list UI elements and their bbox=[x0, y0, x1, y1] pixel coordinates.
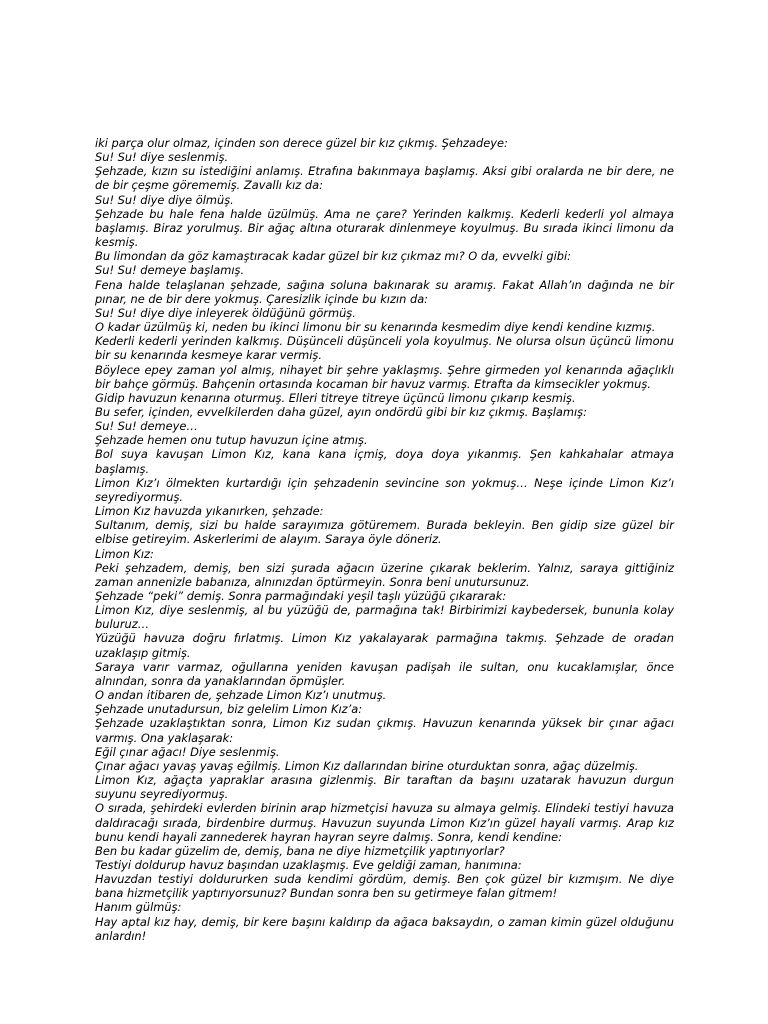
paragraph: Hanım gülmüş: bbox=[95, 900, 182, 915]
story-text-block bbox=[95, 136, 674, 943]
paragraph: Limon Kız havuzda yıkanırken, şehzade: bbox=[95, 504, 324, 519]
paragraph: Çınar ağacı yavaş yavaş eğilmiş. Limon Kız dallarından birine oturduktan sonra, ağaç düzelmiş. bbox=[95, 758, 639, 773]
paragraph: Limon Kız: bbox=[95, 546, 154, 561]
paragraph: iki parça olur olmaz, içinden son derece güzel bir kız çıkmış. Şehzadeye: bbox=[95, 136, 508, 150]
paragraph: Şehzade, kızın su istediğini anlamış. Etrafına bakınmaya başlamış. Aksi gibi oralarda ne bir dere, ne de bir çeşme görememiş. Zavallı kız da: bbox=[95, 164, 674, 193]
paragraph: Böylece epey zaman yol almış, nihayet bir şehre yaklaşmış. Şehre girmeden yol kenarında ağaçlıklı bir bahçe görmüş. Bahçenin ortasında kocaman bir havuz varmış. Etrafta da kimsecikler yokmuş. bbox=[95, 362, 674, 391]
paragraph: Şehzade hemen onu tutup havuzun içine atmış. bbox=[95, 433, 368, 448]
paragraph: Bu limondan da göz kamaştıracak kadar güzel bir kız çıkmaz mı? O da, evvelki gibi: bbox=[95, 249, 571, 264]
paragraph: Testiyi doldurup havuz başından uzaklaşmış. Eve geldiği zaman, hanımına: bbox=[95, 857, 522, 872]
paragraph: Bu sefer, içinden, evvelkilerden daha güzel, ayın ondördü gibi bir kız çıkmış. Başlamış: bbox=[95, 404, 587, 419]
paragraph: O sırada, şehirdeki evlerden birinin arap hizmetçisi havuza su almaya gelmiş. Elindeki testiyi havuza daldıracağı sırada, birdenbire durmuş. Havuzun suyunda Limon Kız’ın güzel hayali varmış. Arap kız bunu kendi hayali zannederek hayran hayran seyre dalmış. Sonra, kendi kendine: bbox=[95, 801, 674, 844]
paragraph: Su! Su! diye diye ölmüş. bbox=[95, 192, 234, 207]
paragraph: Eğil çınar ağacı! Diye seslenmiş. bbox=[95, 744, 280, 759]
paragraph: Su! Su! diye seslenmiş. bbox=[95, 150, 229, 165]
paragraph: Yüzüğü havuza doğru fırlatmış. Limon Kız yakalayarak parmağına takmış. Şehzade de oradan uzaklaşıp gitmiş. bbox=[95, 631, 674, 660]
paragraph: O kadar üzülmüş ki, neden bu ikinci limonu bir su kenarında kesmedim diye kendi kendine kızmış. bbox=[95, 320, 656, 335]
paragraph: Limon Kız’ı ölmekten kurtardığı için şehzadenin sevincine son yokmuş… Neşe içinde Limon Kız’ı seyrediyormuş. bbox=[95, 475, 674, 504]
paragraph: Ben bu kadar güzelim de, demiş, bana ne diye hizmetçilik yaptırıyorlar? bbox=[95, 843, 505, 858]
paragraph: Bol suya kavuşan Limon Kız, kana kana içmiş, doya doya yıkanmış. Şen kahkahalar atmaya başlamış. bbox=[95, 447, 674, 476]
paragraph: Şehzade bu hale fena halde üzülmüş. Ama ne çare? Yerinden kalkmış. Kederli kederli yol almaya başlamış. Biraz yorulmuş. Bir ağaç altına oturarak dinlenmeye koyulmuş. Bu sırada ikinci limonu da kesmiş. bbox=[95, 206, 674, 250]
paragraph: Fena halde telaşlanan şehzade, sağına soluna bakınarak su aramış. Fakat Allah’ın dağında ne bir pınar, ne de bir dere yokmuş. Çaresizlik içinde bu kızın da: bbox=[95, 277, 674, 306]
paragraph: Hay aptal kız hay, demiş, bir kere başını kaldırıp da ağaca baksaydın, o zaman kimin güzel olduğunu anlardın! bbox=[95, 914, 674, 943]
paragraph: Sultanım, demiş, sizi bu halde sarayımıza götüremem. Burada bekleyin. Ben gidip size güzel bir elbise getireyim. Askerlerimi de alayım. Saraya öyle döneriz. bbox=[95, 518, 674, 547]
paragraph: Su! Su! demeye başlamış. bbox=[95, 263, 245, 278]
paragraph: Kederli kederli yerinden kalkmış. Düşünceli düşünceli yola koyulmuş. Ne olursa olsun üçüncü limonu bir su kenarında kesmeye karar vermiş. bbox=[95, 334, 674, 363]
paragraph: Şehzade uzaklaştıktan sonra, Limon Kız sudan çıkmış. Havuzun kenarında yüksek bir çınar ağacı varmış. Ona yaklaşarak: bbox=[95, 716, 674, 745]
paragraph: Şehzade unutadursun, biz gelelim Limon Kız’a: bbox=[95, 702, 363, 717]
paragraph: Limon Kız, ağaçta yapraklar arasına gizlenmiş. Bir taraftan da başını uzatarak havuzun durgun suyunu seyrediyormuş. bbox=[95, 773, 674, 802]
paragraph: Gidip havuzun kenarına oturmuş. Elleri titreye titreye üçüncü limonu çıkarıp kesmiş. bbox=[95, 390, 576, 405]
paragraph: Limon Kız, diye seslenmiş, al bu yüzüğü de, parmağına tak! Birbirimizi kaybedersek, bununla kolay buluruz… bbox=[95, 603, 674, 632]
paragraph: Saraya varır varmaz, oğullarına yeniden kavuşan padişah ile sultan, onu kucaklamışlar, önce alnından, sonra da yanaklarından öpmüşler. bbox=[95, 659, 674, 688]
paragraph: Şehzade “peki” demiş. Sonra parmağındaki yeşil taşlı yüzüğü çıkararak: bbox=[95, 589, 507, 603]
paragraph: Su! Su! diye diye inleyerek öldüğünü görmüş. bbox=[95, 305, 356, 320]
paragraph: Peki şehzadem, demiş, ben sizi şurada ağacın üzerine çıkarak beklerim. Yalnız, saraya gittiğiniz zaman annenizle babanıza, alnınızdan öptürmeyin. Sonra beni unutursunuz. bbox=[95, 560, 674, 589]
paragraph: Havuzdan testiyi doldururken suda kendimi gördüm, demiş. Ben çok güzel bir kızmışım. Ne diye bana hizmetçilik yaptırıyorsunuz? Bundan sonra ben su getirmeye falan gitmem! bbox=[95, 872, 674, 901]
paragraph: Su! Su! demeye… bbox=[95, 419, 198, 434]
paragraph: O andan itibaren de, şehzade Limon Kız’ı unutmuş. bbox=[95, 688, 387, 703]
